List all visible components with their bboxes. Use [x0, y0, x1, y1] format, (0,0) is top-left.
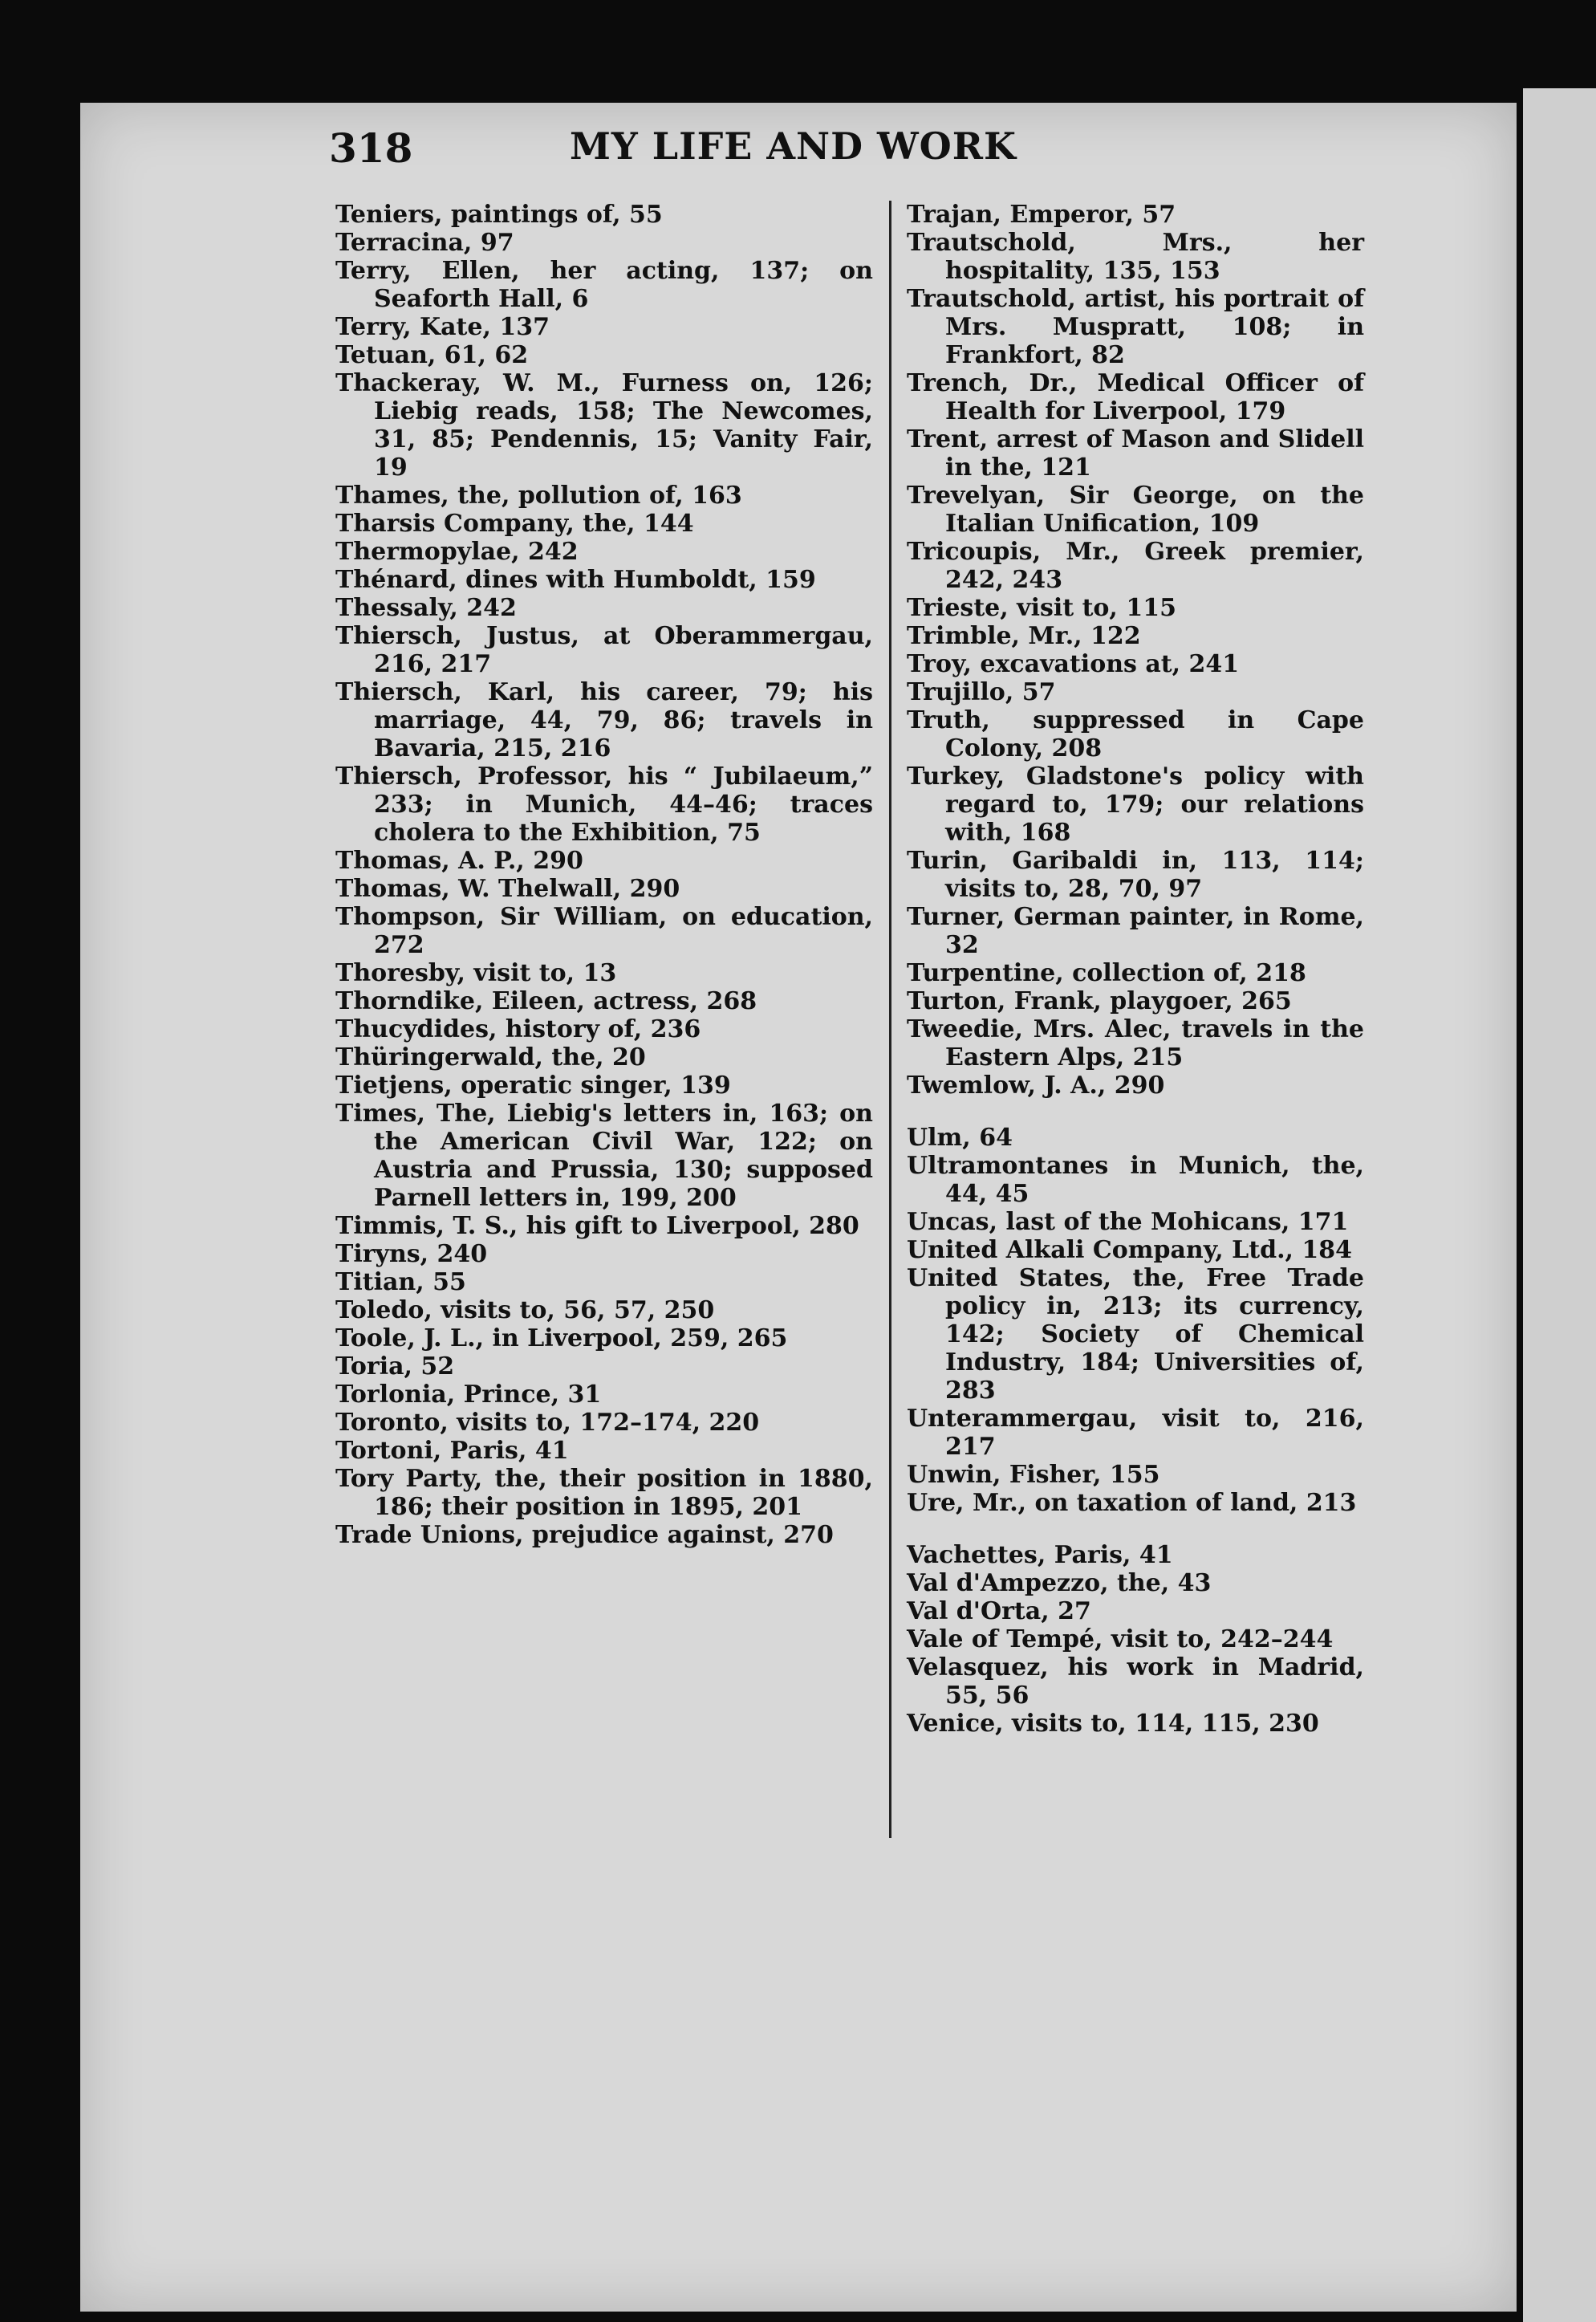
index-entry: Thucydides, history of, 236: [335, 1015, 701, 1043]
index-entry: Thiersch, Professor, his “ Jubilaeum,” 233; in Munich, 44–46; traces cholera to the Exhibition, 75: [335, 762, 873, 847]
index-entry: Thomas, W. Thelwall, 290: [335, 875, 680, 903]
index-entry: Trujillo, 57: [907, 678, 1056, 706]
index-entry: Val d'Ampezzo, the, 43: [907, 1569, 1212, 1597]
index-entry: Tricoupis, Mr., Greek premier, 242, 243: [907, 538, 1364, 594]
index-entry: Toledo, visits to, 56, 57, 250: [335, 1296, 715, 1324]
index-entry: Thames, the, pollution of, 163: [335, 482, 742, 510]
index-entry: Trautschold, Mrs., her hospitality, 135, 153: [907, 229, 1364, 285]
index-entry: Tory Party, the, their position in 1880, 186; their position in 1895, 201: [335, 1465, 873, 1521]
index-entry: Toria, 52: [335, 1352, 455, 1381]
index-entry: Unwin, Fisher, 155: [907, 1461, 1160, 1489]
index-entry: Venice, visits to, 114, 115, 230: [907, 1710, 1319, 1738]
index-entry: Tietjens, operatic singer, 139: [335, 1072, 731, 1100]
index-entry: Unterammergau, visit to, 216, 217: [907, 1405, 1364, 1461]
index-entry: United Alkali Company, Ltd., 184: [907, 1236, 1353, 1264]
index-entry: Thompson, Sir William, on education, 272: [335, 903, 873, 959]
index-entry: Tharsis Company, the, 144: [335, 510, 694, 538]
index-entry: Trimble, Mr., 122: [907, 622, 1141, 650]
index-entry: Timmis, T. S., his gift to Liverpool, 280: [335, 1212, 859, 1240]
section-gap: [907, 1517, 1364, 1541]
index-entry: Tetuan, 61, 62: [335, 341, 529, 369]
index-entry: Troy, excavations at, 241: [907, 650, 1240, 678]
page-number: 318: [329, 124, 413, 172]
index-entry: United States, the, Free Trade policy in, 213; its currency, 142; Society of Chemical Industry, 184; Universities of, 283: [907, 1264, 1364, 1405]
index-entry: Thorndike, Eileen, actress, 268: [335, 987, 757, 1015]
index-entry: Truth, suppressed in Cape Colony, 208: [907, 706, 1364, 762]
index-column-right: [907, 201, 1364, 1738]
index-column-left: [335, 201, 873, 1549]
index-entry: Thomas, A. P., 290: [335, 847, 583, 875]
index-entry: Thoresby, visit to, 13: [335, 959, 617, 987]
index-entry: Terracina, 97: [335, 229, 514, 257]
index-entry: Times, The, Liebig's letters in, 163; on the American Civil War, 122; on Austria and Prussia, 130; supposed Parnell letters in, 199, 200: [335, 1100, 873, 1212]
column-divider: [889, 201, 891, 1838]
index-entry: Teniers, paintings of, 55: [335, 201, 663, 229]
index-entry: Trade Unions, prejudice against, 270: [335, 1521, 834, 1549]
index-entry: Velasquez, his work in Madrid, 55, 56: [907, 1653, 1364, 1710]
index-entry: Turin, Garibaldi in, 113, 114; visits to, 28, 70, 97: [907, 847, 1364, 903]
index-entry: Turpentine, collection of, 218: [907, 959, 1306, 987]
index-entry: Trench, Dr., Medical Officer of Health for Liverpool, 179: [907, 369, 1364, 425]
index-entry: Thackeray, W. M., Furness on, 126; Liebig reads, 158; The Newcomes, 31, 85; Pendennis, 15; Vanity Fair, 19: [335, 369, 873, 482]
index-entry: Titian, 55: [335, 1268, 466, 1296]
index-entry: Thermopylae, 242: [335, 538, 579, 566]
index-entry: Torlonia, Prince, 31: [335, 1381, 602, 1409]
index-entry: Thénard, dines with Humboldt, 159: [335, 566, 816, 594]
index-entry: Ulm, 64: [907, 1124, 1013, 1152]
index-entry: Thiersch, Justus, at Oberammergau, 216, 217: [335, 622, 873, 678]
index-entry: Toronto, visits to, 172–174, 220: [335, 1409, 760, 1437]
running-title: MY LIFE AND WORK: [570, 124, 1017, 168]
index-entry: Val d'Orta, 27: [907, 1597, 1091, 1625]
index-entry: Terry, Ellen, her acting, 137; on Seaforth Hall, 6: [335, 257, 873, 313]
index-entry: Trieste, visit to, 115: [907, 594, 1176, 622]
index-entry: Thessaly, 242: [335, 594, 517, 622]
index-entry: Trevelyan, Sir George, on the Italian Unification, 109: [907, 482, 1364, 538]
index-entry: Uncas, last of the Mohicans, 171: [907, 1208, 1349, 1236]
index-entry: Vachettes, Paris, 41: [907, 1541, 1173, 1569]
index-entry: Turner, German painter, in Rome, 32: [907, 903, 1364, 959]
section-gap: [907, 1100, 1364, 1124]
index-entry: Trautschold, artist, his portrait of Mrs. Muspratt, 108; in Frankfort, 82: [907, 285, 1364, 369]
index-entry: Thüringerwald, the, 20: [335, 1043, 646, 1072]
index-entry: Thiersch, Karl, his career, 79; his marriage, 44, 79, 86; travels in Bavaria, 215, 216: [335, 678, 873, 762]
index-entry: Trajan, Emperor, 57: [907, 201, 1176, 229]
index-entry: Twemlow, J. A., 290: [907, 1072, 1165, 1100]
index-entry: Toole, J. L., in Liverpool, 259, 265: [335, 1324, 788, 1352]
index-entry: Vale of Tempé, visit to, 242–244: [907, 1625, 1334, 1653]
index-entry: Tiryns, 240: [335, 1240, 488, 1268]
index-entry: Turton, Frank, playgoer, 265: [907, 987, 1292, 1015]
index-entry: Ultramontanes in Munich, the, 44, 45: [907, 1152, 1364, 1208]
index-entry: Tortoni, Paris, 41: [335, 1437, 569, 1465]
index-entry: Turkey, Gladstone's policy with regard to, 179; our relations with, 168: [907, 762, 1364, 847]
page-header: [329, 124, 1115, 189]
index-entry: Ure, Mr., on taxation of land, 213: [907, 1489, 1357, 1517]
index-entry: Terry, Kate, 137: [335, 313, 550, 341]
index-entry: Trent, arrest of Mason and Slidell in the, 121: [907, 425, 1364, 482]
index-entry: Tweedie, Mrs. Alec, travels in the Eastern Alps, 215: [907, 1015, 1364, 1072]
adjacent-page-edge: [1523, 88, 1596, 2322]
